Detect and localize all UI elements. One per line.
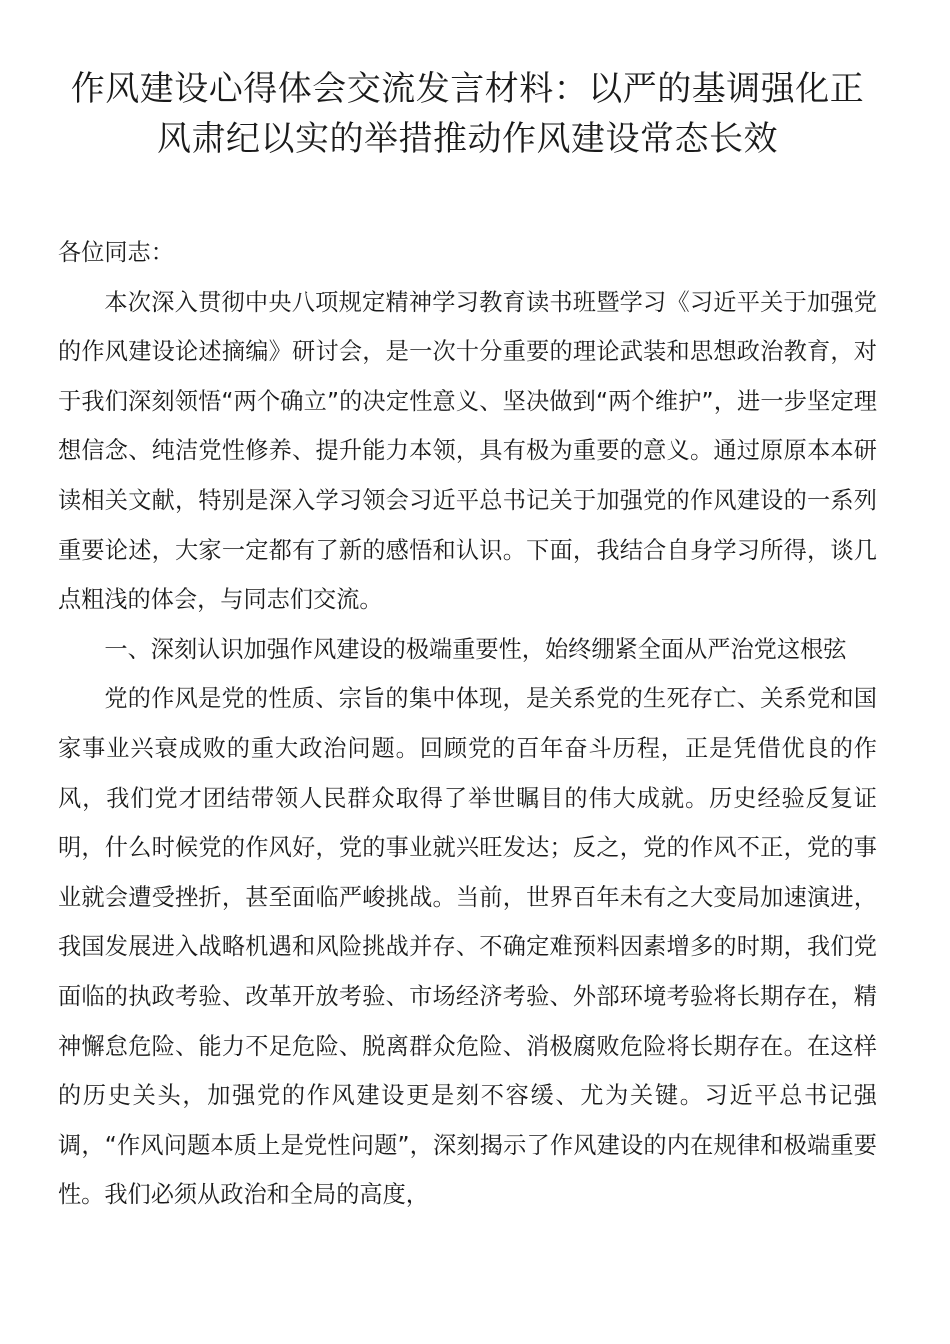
paragraph-intro: 本次深入贯彻中央八项规定精神学习教育读书班暨学习《习近平关于加强党的作风建设论述摘编》研讨会，是一次十分重要的理论武装和思想政治教育，对于我们深刻领悟“两个确立”的决定性意义、坚决做到“两个维护”，进一步坚定理想信念、纯洁党性修养、提升能力本领，具有极为重要的意义。通过原原本本研读相关文献，特别是深入学习领会习近平总书记关于加强党的作风建设的一系列重要论述，大家一定都有了新的感悟和认识。下面，我结合自身学习所得，谈几点粗浅的体会，与同志们交流。 [58, 288, 877, 614]
paragraph-section-1: 党的作风是党的性质、宗旨的集中体现，是关系党的生死存亡、关系党和国家事业兴衰成败的重大政治问题。回顾党的百年奋斗历程，正是凭借优良的作风，我们党才团结带领人民群众取得了举世瞩目的伟大成就。历史经验反复证明，什么时候党的作风好，党的事业就兴旺发达；反之，党的作风不正，党的事业就会遭受挫折，甚至面临严峻挑战。当前，世界百年未有之大变局加速演进，我国发展进入战略机遇和风险挑战并存、不确定难预料因素增多的时期，我们党面临的执政考验、改革开放考验、市场经济考验、外部环境考验将长期存在，精神懈怠危险、能力不足危险、脱离群众危险、消极腐败危险将长期存在。在这样的历史关头，加强党的作风建设更是刻不容缓、尤为关键。习近平总书记强调，“作风问题本质上是党性问题”，深刻揭示了作风建设的内在规律和极端重要性。我们必须从政治和全局的高度， [58, 685, 877, 1209]
section-heading-1: 一、深刻认识加强作风建设的极端重要性，始终绷紧全面从严治党这根弦 [104, 635, 847, 663]
title-line-1: 作风建设心得体会交流发言材料：以严的基调强化正 [70, 69, 865, 109]
greeting: 各位同志： [58, 239, 174, 266]
title-line-2: 风肃纪以实的举措推动作风建设常态长效 [157, 119, 778, 159]
document-title [58, 64, 877, 164]
document-body [58, 228, 877, 1220]
